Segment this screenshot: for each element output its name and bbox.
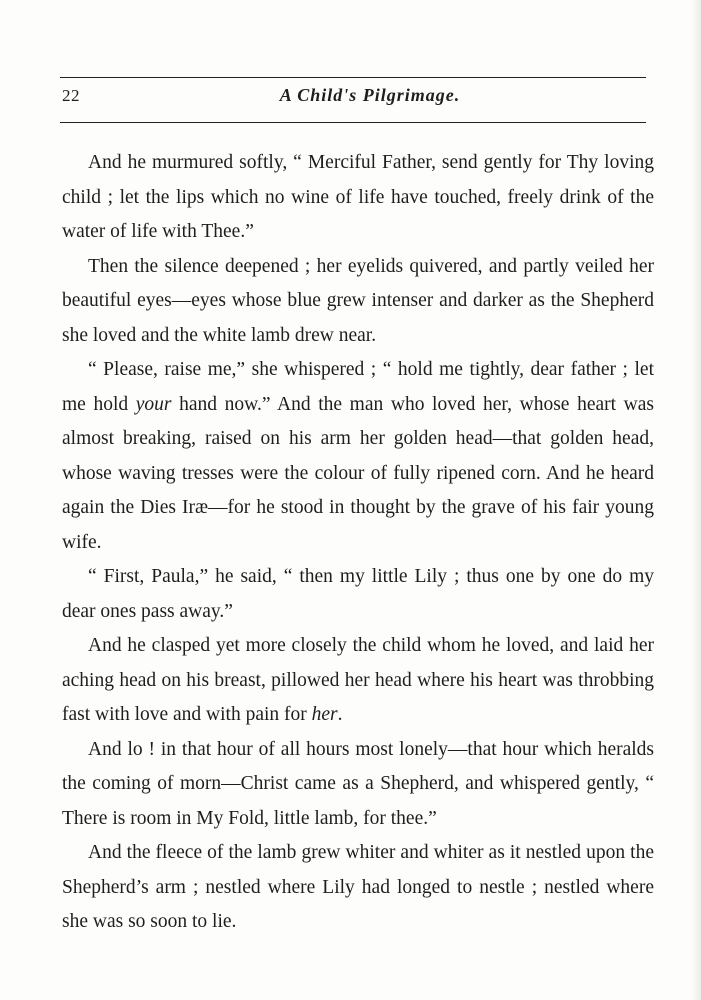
paragraph: And lo ! in that hour of all hours most lonely—that hour which heralds the coming of morn—Christ came as a Shepherd, and whispered gently, “ There is room in My Fold, little lamb, for thee.” — [62, 738, 654, 829]
header-rule-bottom — [60, 122, 646, 123]
paragraph: “ First, Paula,” he said, “ then my little Lily ; thus one by one do my dear ones pass away.” — [62, 566, 654, 622]
paragraph: “ Please, raise me,” she whispered ; “ hold me tightly, dear father ; let me hold your hand now.” And the man who loved her, whose heart was almost breaking, raised on his arm her golden head—that golden head, whose waving tresses were the colour of fully ripened corn. And he heard again the Dies Iræ—for he stood in thought by the grave of his fair young wife. — [62, 359, 654, 553]
emphasis-text: your — [135, 393, 172, 415]
body-text — [62, 146, 654, 940]
paragraph: Then the silence deepened ; her eyelids quivered, and partly veiled her beautiful eyes—eyes whose blue grew intenser and darker as the Shepherd she loved and the white lamb drew near. — [62, 255, 654, 346]
paragraph: And he clasped yet more closely the child whom he loved, and laid her aching head on his breast, pillowed her head where his heart was throbbing fast with love and with pain for her. — [62, 635, 654, 725]
page-edge-shadow — [691, 0, 701, 1000]
header-rule-top — [60, 77, 646, 78]
running-title: A Child's Pilgrimage. — [279, 85, 461, 105]
page-number: 22 — [62, 86, 80, 105]
paragraph: And he murmured softly, “ Merciful Father, send gently for Thy loving child ; let the lips which no wine of life have touched, freely drink of the water of life with Thee.” — [62, 152, 654, 242]
emphasis-text: her — [311, 704, 338, 725]
paragraph: And the fleece of the lamb grew whiter and whiter as it nestled upon the Shepherd’s arm ; nestled where Lily had longed to nestle ; nestled where she was so soon to lie. — [62, 842, 654, 932]
